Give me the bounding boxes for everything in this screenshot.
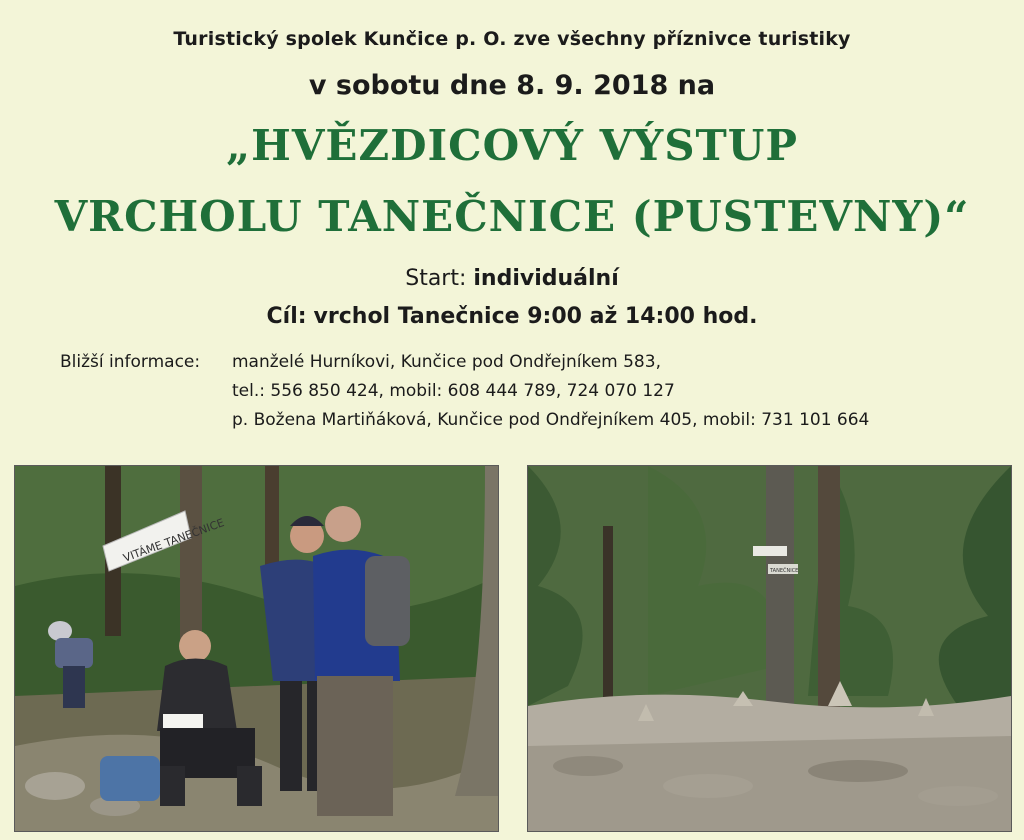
banner-text: VITÁME TANEČNICE [121, 516, 226, 565]
goal-value: vrchol Tanečnice 9:00 až 14:00 hod. [313, 304, 758, 329]
event-title-line-2: VRCHOLU TANEČNICE (PUSTEVNY)“ [54, 192, 970, 241]
info-contact-line-2: tel.: 556 850 424, mobil: 608 444 789, 724 070 127 [232, 381, 675, 401]
trail-sign-text: TANEČNICE [770, 568, 799, 574]
start-label: Start: [405, 266, 467, 291]
event-title-line-1: „HVĚZDICOVÝ VÝSTUP [226, 121, 798, 170]
goal-label: Cíl: [266, 304, 307, 329]
info-contact-line-3: p. Božena Martiňáková, Kunčice pod Ondřejníkem 405, mobil: 731 101 664 [232, 410, 870, 430]
info-label: Bližší informace: [60, 352, 201, 372]
photo-hikers-at-summit [14, 465, 499, 832]
photo-summit-cairns [527, 465, 1012, 832]
info-contact-line-1: manželé Hurníkovi, Kunčice pod Ondřejníkem 583, [232, 352, 661, 372]
invitation-text: Turistický spolek Kunčice p. O. zve všechny příznivce turistiky [173, 28, 851, 50]
goal-line [0, 304, 1024, 329]
start-value: individuální [473, 266, 619, 291]
event-date-line: v sobotu dne 8. 9. 2018 na [308, 70, 716, 101]
start-line [0, 266, 1024, 291]
